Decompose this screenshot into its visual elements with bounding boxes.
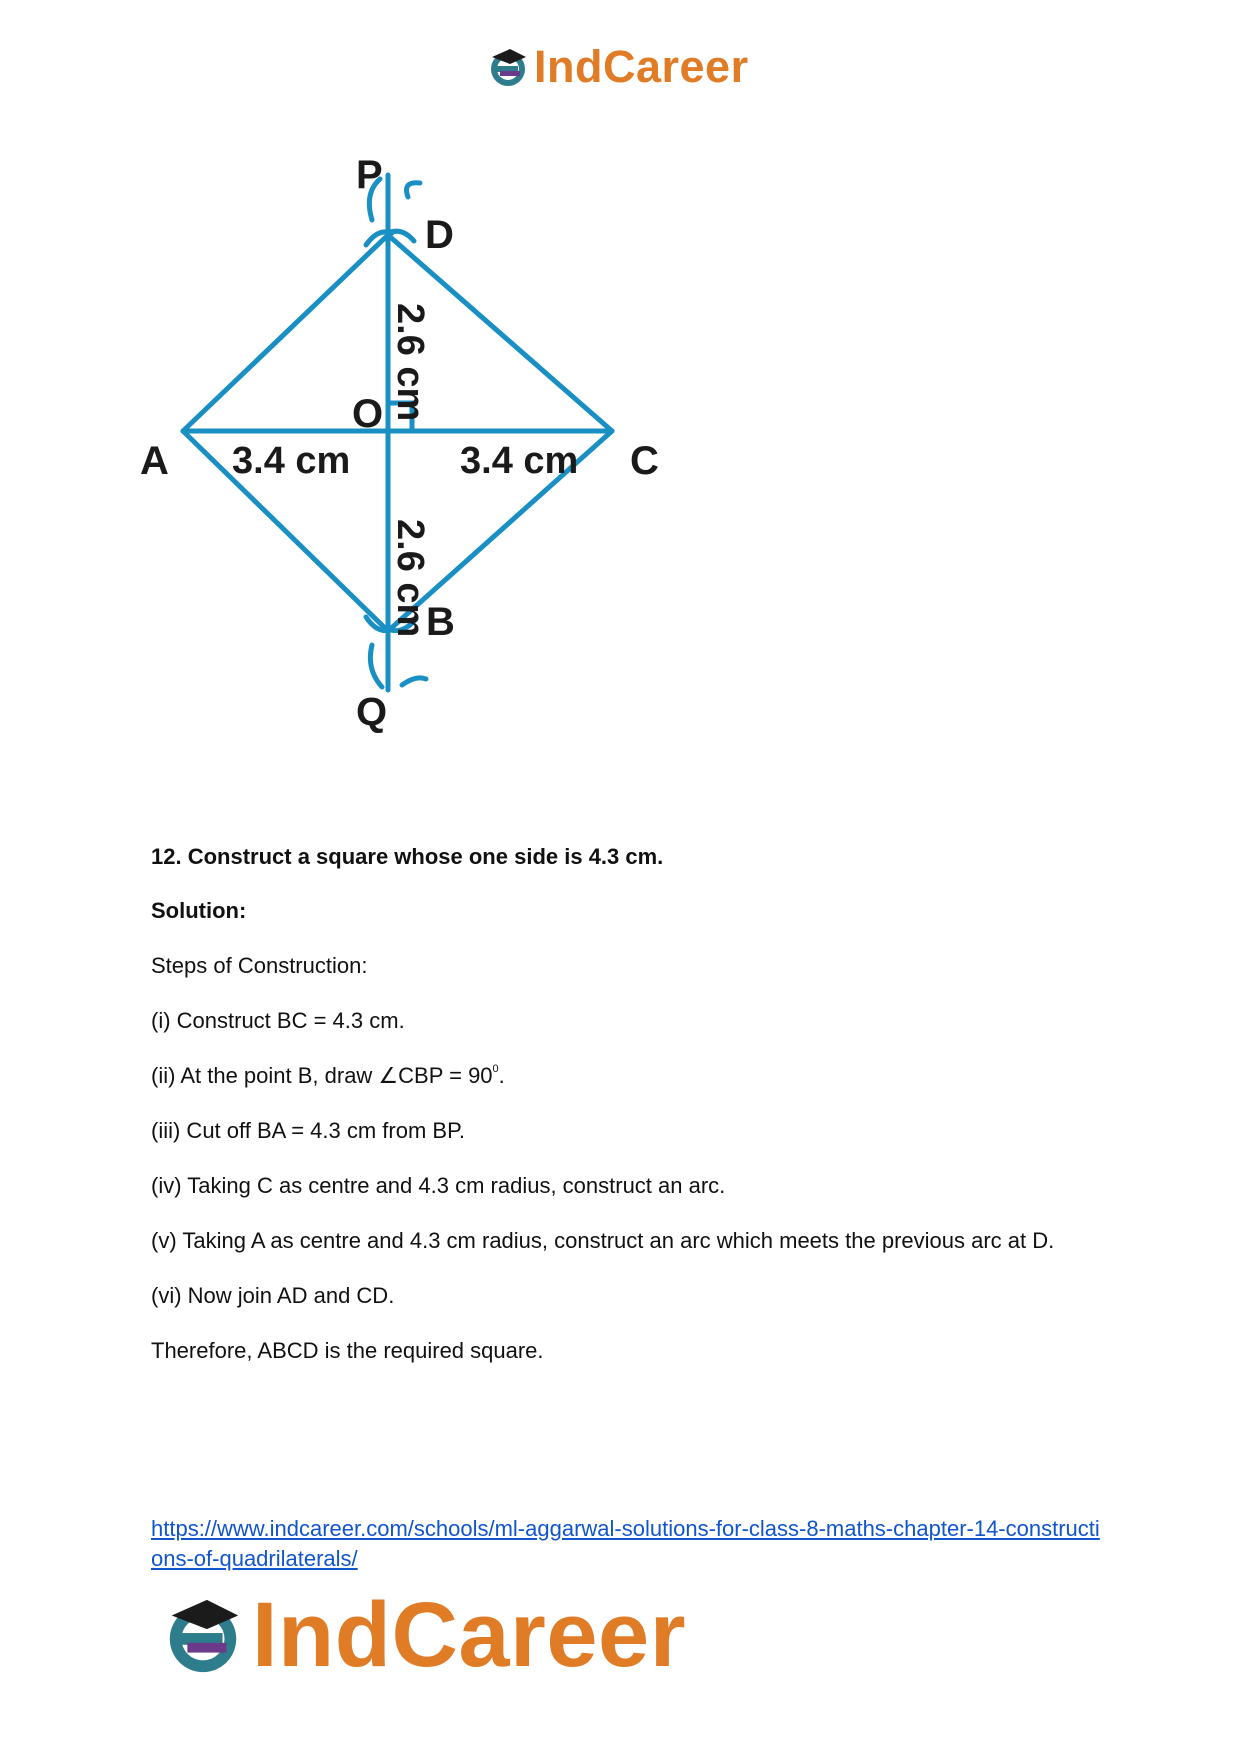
point-label-c: C <box>630 439 659 483</box>
graduation-cap-icon <box>486 45 530 89</box>
logo-wordmark: IndCareer <box>534 41 749 92</box>
point-label-q: Q <box>356 690 388 734</box>
source-link[interactable]: https://www.indcareer.com/schools/ml-aggarwal-solutions-for-class-8-maths-chapter-14-constructions-of-quadrilaterals/ <box>151 1516 1100 1571</box>
step-2-end: . <box>498 1063 505 1088</box>
question-title: 12. Construct a square whose one side is 4.3 cm. <box>151 844 664 869</box>
construction-step-6: (vi) Now join AD and CD. <box>151 1283 395 1308</box>
solution-content <box>151 842 1091 1366</box>
conclusion: Therefore, ABCD is the required square. <box>151 1338 544 1363</box>
arc-p-right <box>407 183 421 197</box>
length-label-od: 2.6 cm <box>389 303 431 422</box>
step-2-text: (ii) At the point B, draw ∠CBP = 90 <box>151 1063 493 1088</box>
solution-label: Solution: <box>151 898 247 923</box>
construction-intro: Steps of Construction: <box>151 953 368 978</box>
construction-step-2 <box>151 1061 1091 1091</box>
length-label-oc: 3.4 cm <box>460 440 579 482</box>
logo-wordmark: IndCareer <box>252 1583 686 1686</box>
arc-q-left <box>370 645 382 687</box>
construction-step-1: (i) Construct BC = 4.3 cm. <box>151 1008 405 1033</box>
construction-step-5: (v) Taking A as centre and 4.3 cm radius, construct an arc which meets the previous arc at D. <box>151 1228 1055 1253</box>
length-label-ob: 2.6 cm <box>389 519 431 638</box>
header-logo <box>486 42 749 92</box>
length-label-oa: 3.4 cm <box>232 440 351 482</box>
arc-q-right <box>402 678 426 685</box>
footer-logo <box>160 1585 686 1685</box>
construction-step-3: (iii) Cut off BA = 4.3 cm from BP. <box>151 1118 466 1143</box>
construction-step-4: (iv) Taking C as centre and 4.3 cm radius, construct an arc. <box>151 1173 726 1198</box>
point-label-o: O <box>352 392 384 436</box>
point-label-a: A <box>140 439 169 483</box>
point-label-p: P <box>356 155 383 197</box>
graduation-cap-icon <box>160 1592 246 1678</box>
point-label-d: D <box>425 213 454 257</box>
construction-diagram <box>140 155 760 815</box>
degree-superscript: 0 <box>492 1063 499 1075</box>
point-label-b: B <box>426 600 455 644</box>
